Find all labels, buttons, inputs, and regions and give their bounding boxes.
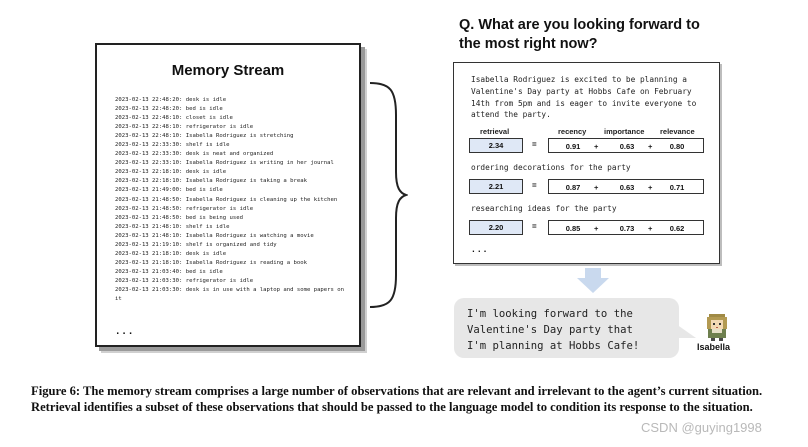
memory-stream-panel [95,43,361,347]
recency-score: 0.91 [565,142,581,151]
memory-entry: 2023-02-13 21:48:50: refrigerator is idle [115,205,254,212]
plus-sign: + [648,142,653,151]
down-arrow-icon [576,268,610,294]
memory-entry: 2023-02-13 21:48:50: bed is being used [115,214,243,221]
watermark: CSDN @guying1998 [641,420,762,435]
memory-entry: 2023-02-13 21:18:10: Isabella Rodriguez is reading a book [115,259,307,266]
memory-entry: 2023-02-13 22:48:20: desk is idle [115,97,227,103]
memory-entry: 2023-02-13 21:03:30: refrigerator is idle [115,277,254,284]
memory-entry: 2023-02-13 22:48:20: bed is idle [115,106,223,113]
retrieval-score: 2.34 [488,141,504,150]
response-text [467,306,677,354]
plus-sign: + [594,142,599,151]
memory-entry: 2023-02-13 22:18:10: Isabella Rodriguez is taking a break [115,178,307,185]
plus-sign: + [648,183,653,192]
retrieved-memory-label: researching ideas for the party [471,204,617,213]
equals-sign: = [532,222,537,231]
retrieval-ellipsis: ... [471,245,489,254]
memory-entry: 2023-02-13 22:33:10: Isabella Rodriguez is writing in her journal [115,160,334,167]
importance-score: 0.63 [619,183,635,192]
plus-sign: + [594,183,599,192]
memory-entry: 2023-02-13 21:03:30: desk is in use with a laptop and some papers on it [115,286,345,303]
importance-score: 0.63 [619,142,635,151]
memory-entry: 2023-02-13 22:33:30: desk is neat and organized [115,151,274,158]
equals-sign: = [532,140,537,149]
retrieval-score-box [469,179,523,194]
retrieval-score-box [469,220,523,235]
memory-entry: 2023-02-13 22:33:30: shelf is idle [115,142,230,149]
curly-brace-icon [368,80,408,310]
memory-entry: 2023-02-13 22:18:10: desk is idle [115,169,227,176]
header-recency: recency [558,127,587,136]
memory-stream-title: Memory Stream [171,62,285,79]
response-line: I'm planning at Hobbs Cafe! [467,340,640,352]
memory-entry: 2023-02-13 22:48:10: closet is idle [115,115,233,122]
question-line: the most right now? [459,35,598,52]
retrieval-score: 2.21 [488,182,504,191]
question-line: Q. What are you looking forward to [459,17,700,33]
memory-entry: 2023-02-13 21:19:10: shelf is organized and tidy [115,241,277,248]
memory-entry: 2023-02-13 21:49:00: bed is idle [115,187,223,194]
relevance-score: 0.80 [669,142,685,151]
figure-caption: Figure 6: The memory stream comprises a large number of observations that are relevant and irrelevant to the agent’s current situation. Retrieval identifies a subset of these observations that should be passed to the language model to condition its response to the situation. [31,384,763,414]
relevance-score: 0.71 [669,183,685,192]
plus-sign: + [648,224,653,233]
memory-stream-list [115,96,353,304]
importance-score: 0.73 [619,224,635,233]
speech-bubble-tail-icon [676,322,698,342]
recency-score: 0.85 [565,224,581,233]
agent-name-label: Isabella [697,342,731,352]
response-line: Valentine's Day party that [467,324,633,336]
agent-avatar-icon [702,311,732,341]
response-line: I'm looking forward to the [467,308,633,320]
memory-entry: 2023-02-13 22:48:10: refrigerator is idle [115,124,254,131]
plus-sign: + [594,224,599,233]
response-speech-bubble [454,298,679,358]
retrieved-memory-text: Isabella Rodriguez is excited to be planning a Valentine's Day party at Hobbs Cafe on February 14th from 5pm and is eager to invite everyone to attend the party. [471,75,697,120]
retrieval-score-box [469,138,523,153]
equals-sign: = [532,181,537,190]
memory-entry: 2023-02-13 21:03:40: bed is idle [115,268,223,275]
memory-entry: 2023-02-13 21:48:10: Isabella Rodriguez is watching a movie [115,232,314,239]
header-retrieval: retrieval [480,127,510,136]
recency-score: 0.87 [565,183,581,192]
memory-entry: 2023-02-13 21:48:50: Isabella Rodriguez is cleaning up the kitchen [115,196,338,203]
header-relevance: relevance [660,127,695,136]
memory-entry: 2023-02-13 22:48:10: Isabella Rodriguez is stretching [115,133,294,140]
memory-entry: 2023-02-13 21:48:10: shelf is idle [115,223,230,230]
memory-stream-ellipsis: ... [115,327,135,337]
header-importance: importance [604,127,645,136]
memory-entry: 2023-02-13 21:18:10: desk is idle [115,250,227,257]
retrieval-panel [453,62,720,264]
retrieved-memory-label: ordering decorations for the party [471,163,631,172]
retrieval-score: 2.20 [488,223,504,232]
relevance-score: 0.62 [669,224,685,233]
question-heading [459,16,739,53]
